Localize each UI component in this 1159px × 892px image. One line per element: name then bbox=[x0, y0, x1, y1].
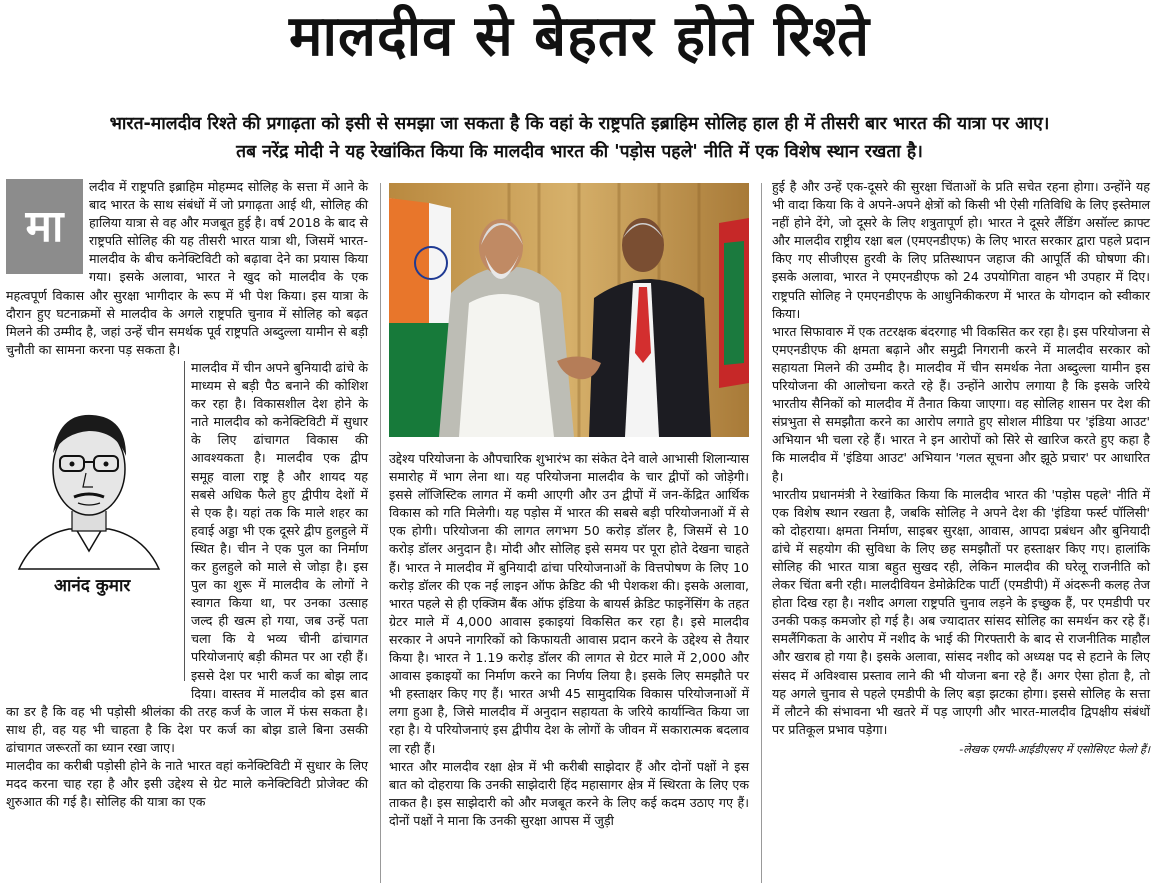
drop-cap: मा bbox=[6, 179, 83, 274]
deck bbox=[0, 110, 1159, 166]
paragraph: भारत सिफावारु में एक तटरक्षक बंदरगाह भी विकसित कर रहा है। इस परियोजना से एमएनडीएफ की क्षमता बढ़ाने और समुद्री निगरानी करने में मालदीव सरकार को सहायता मिलने की उम्मीद है। मालदीव में चीन समर्थक नेता अब्दुल्ला यामीन इस परियोजना की आलोचना करते रहे हैं। उन्होंने आरोप लगाया है कि इसके जरिये भारतीय सैनिकों को मालदीव में तैनात किया जाएगा। वह सोलिह शासन पर देश की संप्रभुता से समझौता करने का आरोप लगाते हुए सोशल मीडिया पर 'इंडिया आउट' अभियान भी चला रहे हैं। भारत ने इन आरोपों को सिरे से खारिज करते हुए कहा है कि मालदीव में 'इंडिया आउट' अभियान 'गलत सूचना और झूठे प्रचार' पर आधारित है। bbox=[772, 323, 1150, 484]
paragraph: उद्देश्य परियोजना के औपचारिक शुभारंभ का संकेत देने वाले आभासी शिलान्यास समारोह में भाग लेना था। यह परियोजना मालदीव के चार द्वीपों को जोड़ेगी। इससे लॉजिस्टिक लागत में कमी आएगी और उन द्वीपों में जन-केंद्रित आर्थिक विकास को गति मिलेगी। यह पड़ोस में भारत की सबसे बड़ी परियोजनाओं में से एक होगी। परियोजना की लागत लगभग 50 करोड़ डॉलर है, जिसमें से 10 करोड़ डॉलर अनुदान है। मोदी और सोलिह इसे समय पर पूरा होते देखना चाहते हैं। भारत ने मालदीव में बुनियादी ढांचा परियोजनाओं के वित्तपोषण के लिए 10 करोड़ डॉलर की एक नई लाइन ऑफ क्रेडिट की भी पेशकश की। इसके अलावा, भारत पहले से ही एक्जिम बैंक ऑफ इंडिया के बायर्स क्रेडिट फाइनेंसिंग के तहत ग्रेटर माले में 4,000 आवास इकाइयां विकसित कर रहा है। इसे मालदीव सरकार ने अपने नागरिकों को किफायती आवास प्रदान करने के उद्देश्य से तैयार किया है। भारत ने 1.19 करोड़ डॉलर की लागत से ग्रेटर माले में 2,000 और आवास इकाइयों का निर्माण करने का निर्णय लिया है। इसके लिए समझौते पर भी हस्ताक्षर किए गए हैं। भारत अभी 45 सामुदायिक विकास परियोजनाओं में लगा हुआ है, जिसे मालदीव में अनुदान सहायता के जरिये कार्यान्वित किया जा रहा है। ये परियोजनाएं इस द्वीपीय देश के लोगों के जीवन में सकारात्मक बदलाव ला रही हैं। bbox=[389, 451, 749, 756]
column-left bbox=[6, 178, 368, 811]
author-byline: -लेखक एमपी-आईडीएसए में एसोसिएट फेलो हैं। bbox=[959, 742, 1150, 756]
column-middle bbox=[389, 450, 749, 830]
photo-leaders-handshake bbox=[389, 183, 749, 437]
paragraph: भारत और मालदीव रक्षा क्षेत्र में भी करीबी साझेदार हैं और दोनों पक्षों ने इस बात को दोहराया कि उनकी साझेदारी हिंद महासागर क्षेत्र में स्थिरता के लिए एक ताकत है। इस साझेदारी को और मजबूत करने के लिए कई कदम उठाए गए हैं। दोनों पक्षों ने माना कि उनकी सुरक्षा आपस में जुड़ी bbox=[389, 758, 749, 828]
column-divider bbox=[761, 183, 762, 883]
paragraph: मालदीव में चीन अपने बुनियादी ढांचे के माध्यम से बड़ी पैठ बनाने की कोशिश कर रहा है। विकासशील देश होने के नाते मालदीव को कनेक्टिविटी में सुधार के लिए ढांचागत विकास की आवश्यकता है। मालदीव एक द्वीप समूह वाला राष्ट्र है और शायद यह सबसे अधिक फैले हुए द्वीपीय देशों में से एक है। यहां तक कि माले शहर का हवाई अड्डा भी एक दूसरे द्वीप हुलहुले में स्थित है। चीन ने एक पुल का निर्माण कर हुलहुले को माले से जोड़ा है। इस पुल का शुरू में मालदीव के लोगों ने स्वागत किया था, पर उनका उत्साह जल्द ही खत्म हो गया, जब उन्हें पता चला कि ये भव्य चीनी ढांचागत परियोजनाएं बड़ी कीमत पर आ रही हैं। इससे देश पर भारी कर्ज का बोझ लाद दिया। वास्तव में मालदीव को इस बात का डर है कि वह भी पड़ोसी श्रीलंका की तरह कर्ज के जाल में फंस सकता है। साथ ही, वह यह भी चाहता है कि देश पर कर्ज का बोझ डाले बिना उसकी ढांचागत जरूरतों का ध्यान रखा जाए। bbox=[6, 359, 368, 755]
column-right bbox=[772, 178, 1150, 759]
deck-line-2: तब नरेंद्र मोदी ने यह रेखांकित किया कि मालदीव भारत की 'पड़ोस पहले' नीति में एक विशेष स्थान रखता है। bbox=[236, 142, 923, 162]
author-name: आनंद कुमार bbox=[54, 575, 131, 596]
paragraph: लदीव में राष्ट्रपति इब्राहिम मोहम्मद सोलिह के सत्ता में आने के बाद भारत के साथ संबंधों में जो प्रगाढ़ता आई थी, सोलिह की हालिया यात्रा से वह और मजबूत हुई है। वर्ष 2018 के बाद से राष्ट्रपति सोलिह की यह तीसरी भारत यात्रा थी, जिसमें भारत-मालदीव के बीच कनेक्टिविटी को बढ़ावा देने का प्रयास किया गया। इसके अलावा, भारत ने खुद को मालदीव के एक महत्वपूर्ण विकास और सुरक्षा भागीदार के रूप में भी पेश किया। इस यात्रा के दौरान हुए घटनाक्रमों से मालदीव के अगले राष्ट्रपति चुनाव में सोलिह को बढ़त मिलने की उम्मीद है, जहां उन्हें चीन समर्थक पूर्व राष्ट्रपति अब्दुल्ला यामीन से बड़ी चुनौती का सामना करना पड़ सकता है। bbox=[6, 179, 368, 357]
paragraph: भारतीय प्रधानमंत्री ने रेखांकित किया कि मालदीव भारत की 'पड़ोस पहले' नीति में एक विशेष स्थान रखता है, जबकि सोलिह ने अपने देश की 'इंडिया फर्स्ट पॉलिसी' को दोहराया। क्षमता निर्माण, साइबर सुरक्षा, आवास, आपदा प्रबंधन और बुनियादी ढांचे में सहयोग की सुविधा के लिए छह समझौतों पर हस्ताक्षर किए गए। हालांकि सोलिह की भारत यात्रा बहुत सुखद रही, लेकिन मालदीव की घरेलू राजनीति को लेकर चिंता बनी रही। मालदीवियन डेमोक्रेटिक पार्टी (एमडीपी) में अंदरूनी कलह तेज होता दिख रहा है। नशीद अगला राष्ट्रपति चुनाव लड़ने के इच्छुक हैं, पर एमडीपी पर उनकी पकड़ कमजोर हो गई है। अब ज्यादातर सांसद सोलिह का समर्थन कर रहे हैं। समलैंगिकता के आरोप में नशीद के भाई की गिरफ्तारी के बाद से राजनीतिक माहौल और खराब हो गया है। इसके अलावा, सांसद नशीद को अध्यक्ष पद से हटाने के लिए संसद में अविश्वास प्रस्ताव लाने की भी योजना बना रहे हैं। अगर ऐसा होता है, तो यह अगले चुनाव से पहले एमडीपी के लिए बड़ा झटका होगा। इससे सोलिह के सत्ता में लौटने की संभावना भी खतरे में पड़ जाएगी और भारत-मालदीव द्विपक्षीय संबंधों पर प्रतिकूल प्रभाव पड़ेगा। bbox=[772, 486, 1150, 737]
news-photo bbox=[389, 183, 749, 437]
paragraph: हुई है और उन्हें एक-दूसरे की सुरक्षा चिंताओं के प्रति सचेत रहना होगा। उन्होंने यह भी वादा किया कि वे अपने-अपने क्षेत्रों को किसी भी ऐसी गतिविधि के लिए इस्तेमाल नहीं होने देंगे, जो दूसरे के लिए शत्रुतापूर्ण हो। भारत ने दूसरे लैंडिंग असॉल्ट क्राफ्ट और मालदीव राष्ट्रीय रक्षा बल (एमएनडीएफ) के लिए भारत सरकार द्वारा पहले प्रदान किए गए सीजीएस हुरवी के लिए प्रतिस्थापन जहाज की आपूर्ति की घोषणा की। इसके अलावा, भारत ने एमएनडीएफ को 24 उपयोगिता वाहन भी उपहार में दिए। राष्ट्रपति सोलिह ने एमएनडीएफ के आधुनिकीकरण में भारत के योगदान को स्वीकार किया। bbox=[772, 179, 1150, 321]
column-divider bbox=[380, 183, 381, 883]
deck-line-1: भारत-मालदीव रिश्ते की प्रगाढ़ता को इसी से समझा जा सकता है कि वहां के राष्ट्रपति इब्राहिम सोलिह हाल ही में तीसरी बार भारत की यात्रा पर आए। bbox=[109, 114, 1050, 134]
author-portrait-box bbox=[6, 361, 185, 681]
paragraph: मालदीव का करीबी पड़ोसी होने के नाते भारत वहां कनेक्टिविटी में सुधार के लिए मदद करना चाह रहा है और इसी उद्देश्य से ग्रेट माले कनेक्टिविटी प्रोजेक्ट की शुरुआत की गई है। सोलिह की यात्रा का एक bbox=[6, 758, 368, 810]
author-portrait-sketch bbox=[14, 401, 164, 571]
headline: मालदीव से बेहतर होते रिश्ते bbox=[288, 4, 870, 69]
